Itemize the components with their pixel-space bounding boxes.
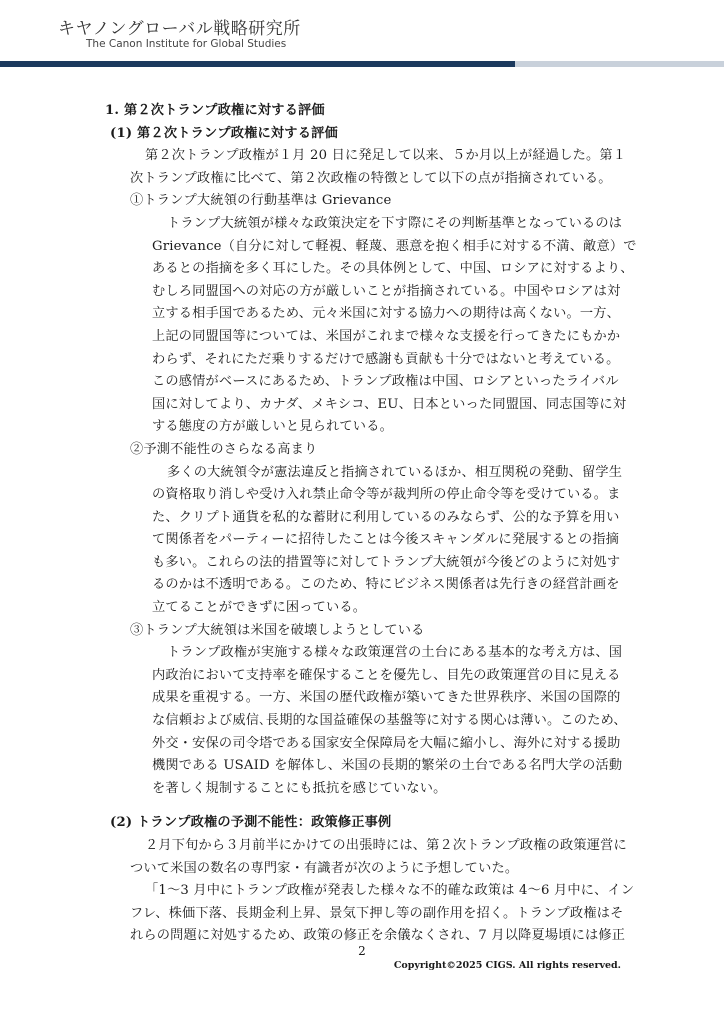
- paragraph-line: も多い。これらの法的措置等に対してトランプ大統領が今後どのように対処す: [152, 554, 621, 570]
- section-heading: 1. 第２次トランプ政権に対する評価: [105, 103, 325, 118]
- paragraph-line: 立てることができずに困っている。: [152, 600, 367, 616]
- paragraph-line: 機関である USAID を解体し、米国の長期的繁栄の土台である名門大学の活動: [152, 758, 623, 774]
- page-number: 2: [358, 944, 366, 958]
- item-heading: ③トランプ大統領は米国を破壊しようとしている: [130, 622, 425, 638]
- paragraph-line: むしろ同盟国への対応の方が厳しいことが指摘されている。中国やロシアは対: [152, 283, 621, 299]
- quote-line: フレ、株価下落、長期金利上昇、景気下押し等の副作用を招く。トランプ政権はそ: [130, 905, 624, 921]
- paragraph-line: 成果を重視する。一方、米国の歴代政権が築いてきた世界秩序、米国の国際的: [152, 690, 621, 706]
- subsection-heading: (1) 第２次トランプ政権に対する評価: [110, 125, 338, 141]
- paragraph-line: Grievance（自分に対して軽視、軽蔑、悪意を抱く相手に対する不満、敵意）で: [152, 238, 637, 254]
- paragraph-line: あるとの指摘を多く耳にした。その具体例として、中国、ロシアに対するより、: [152, 261, 634, 277]
- paragraph-line: トランプ政権が実施する様々な政策運営の土台にある基本的な考え方は、国: [167, 645, 623, 661]
- org-name-japanese: キヤノングローバル戦略研究所: [58, 19, 301, 39]
- paragraph-line: ２月下旬から３月前半にかけての出張時には、第２次トランプ政権の政策運営に: [145, 838, 627, 853]
- item-heading: ①トランプ大統領の行動基準は Grievance: [130, 193, 392, 209]
- paragraph-line: ついて米国の数名の専門家・有識者が次のように予想していた。: [130, 860, 519, 876]
- paragraph-line: 外交・安保の司令塔である国家安全保障局を大幅に縮小し、海外に対する援助: [152, 735, 621, 751]
- paragraph-line: 多くの大統領令が憲法違反と指摘されているほか、相互関税の発動、留学生: [167, 464, 623, 480]
- paragraph-line: を著しく規制することにも抵抗を感じていない。: [152, 780, 447, 796]
- header-rule-dark: [0, 61, 515, 67]
- quote-line: れらの問題に対処するため、政策の修正を余儀なくされ、7 月以降夏場頃には修正: [130, 928, 626, 944]
- page-header: [0, 0, 724, 70]
- paragraph-line: 国に対してより、カナダ、メキシコ、EU、日本といった同盟国、同志国等に対: [152, 396, 627, 412]
- paragraph-line: な信頼および威信､長期的な国益確保の基盤等に対する関心は薄い。このため、: [152, 713, 627, 729]
- paragraph-line: 立する相手国であるため、元々米国に対する協力への期待は高くない。一方、: [152, 306, 621, 322]
- document-body: [0, 100, 724, 948]
- section-gap: [0, 800, 724, 812]
- paragraph-line: るのかは不透明である。このため、特にビジネス関係者は先行きの経営計画を: [152, 577, 620, 593]
- paragraph-line: て関係者をパーティーに招待したことは今後スキャンダルに発展するとの指摘: [152, 532, 619, 548]
- item-heading: ②予測不能性のさらなる高まり: [130, 441, 318, 457]
- header-rule-light: [515, 61, 724, 67]
- paragraph-line: この感情がベースにあるため、トランプ政権は中国、ロシアといったライバル: [152, 374, 619, 390]
- paragraph-line: た、クリプト通貨を私的な蓄財に利用しているのみならず、公的な予算を用い: [152, 509, 620, 525]
- quote-line: 「1～3 月中にトランプ政権が発表した様々な不的確な政策は 4～6 月中に、イン: [145, 883, 635, 899]
- paragraph-line: する態度の方が厳しいと見られている。: [152, 419, 393, 435]
- subsection-heading: (2) トランプ政権の予測不能性：政策修正事例: [110, 815, 392, 831]
- paragraph-line: の資格取り消しや受け入れ禁止命令等が裁判所の停止命令等を受けている。ま: [152, 487, 621, 503]
- paragraph-line: 上記の同盟国等については、米国がこれまで様々な支援を行ってきたにもかか: [152, 328, 621, 344]
- org-name-english: The Canon Institute for Global Studies: [86, 38, 287, 50]
- paragraph-line: トランプ大統領が様々な政策決定を下す際にその判断基準となっているのは: [167, 215, 623, 231]
- paragraph-line: 第２次トランプ政権が１月 20 日に発足して以来、５か月以上が経過した。第１: [145, 148, 627, 164]
- paragraph-line: わらず、それにただ乗りするだけで感謝も貢献も十分ではないと考えている。: [152, 351, 620, 367]
- paragraph-line: 次トランプ政権に比べて、第２次政権の特徴として以下の点が指摘されている。: [130, 170, 612, 186]
- copyright-notice: Copyright©2025 CIGS. All rights reserved.: [393, 960, 621, 971]
- paragraph-line: 内政治において支持率を確保することを優先し、目先の政策運営の目に見える: [152, 667, 621, 683]
